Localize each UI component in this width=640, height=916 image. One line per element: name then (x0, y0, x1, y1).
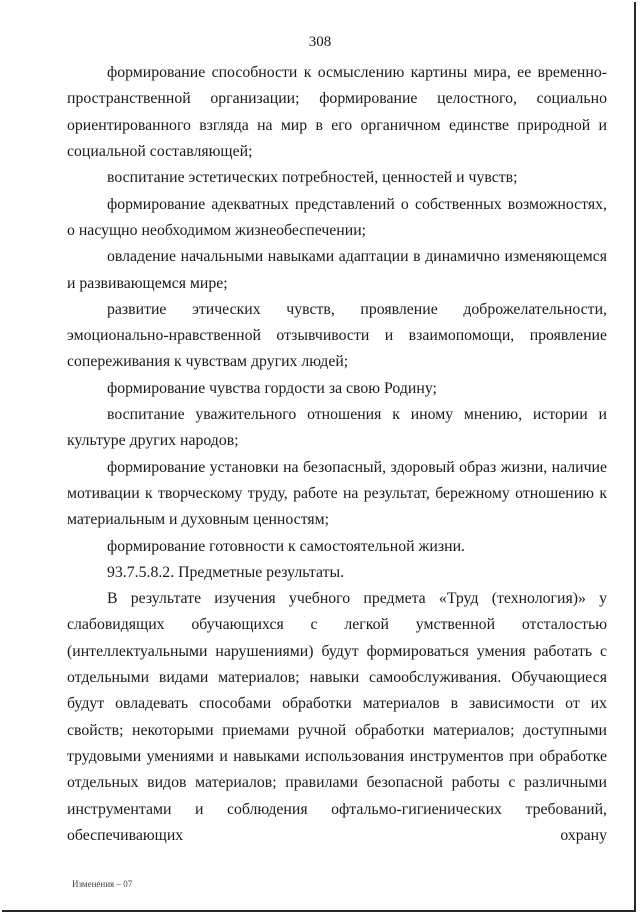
body-text (67, 60, 607, 849)
paragraph-healthy-life: формирование установки на безопасный, здоровый образ жизни, наличие мотивации к творческому труду, работе на результат, бережному отношению к материальным и духовным ценностям; (67, 458, 607, 529)
footer-note: Изменения – 07 (72, 879, 133, 889)
paragraph-homeland: формирование чувства гордости за свою Родину; (107, 379, 437, 397)
paragraph-adaptation: овладение начальными навыками адаптации в динамично изменяющемся и развивающемся мире; (67, 248, 607, 292)
page-number: 308 (308, 34, 332, 50)
section-heading: 93.7.5.8.2. Предметные результаты. (107, 563, 345, 581)
paragraph-aesthetic: воспитание эстетических потребностей, ценностей и чувств; (107, 169, 518, 187)
paragraph-subject-results: В результате изучения учебного предмета «Труд (технология)» у слабовидящих обучающихся с легкой умственной отсталостью (интеллектуальными нарушениями) будут формироваться умения работать с отдельными видами материалов; навыки самообслуживания. Обучающиеся будут овладевать способами обработки материалов в зависимости от их свойств; некоторыми приемами ручной обработки материалов; доступными трудовыми умениями и навыками использования инструментов при обработке отдельных видов материалов; правилами безопасной работы с различными инструментами и соблюдения офтальмо-гигиенических требований, обеспечивающих охрану (67, 590, 607, 844)
paragraph-worldview: формирование способности к осмыслению картины мира, ее временно-пространственной организации; формирование целостного, социально ориентированного взгляда на мир в его органичном единстве природной и социальной составляющей; (67, 64, 607, 160)
paragraph-ethics: развитие этических чувств, проявление доброжелательности, эмоционально-нравственной отзывчивости и взаимопомощи, проявление сопереживания к чувствам других людей; (67, 300, 607, 371)
paragraph-respect: воспитание уважительного отношения к иному мнению, истории и культуре других народов; (67, 406, 607, 450)
paragraph-independence: формирование готовности к самостоятельной жизни. (107, 537, 465, 555)
paragraph-abilities: формирование адекватных представлений о собственных возможностях, о насущно необходимом жизнеобеспечении; (67, 195, 607, 239)
